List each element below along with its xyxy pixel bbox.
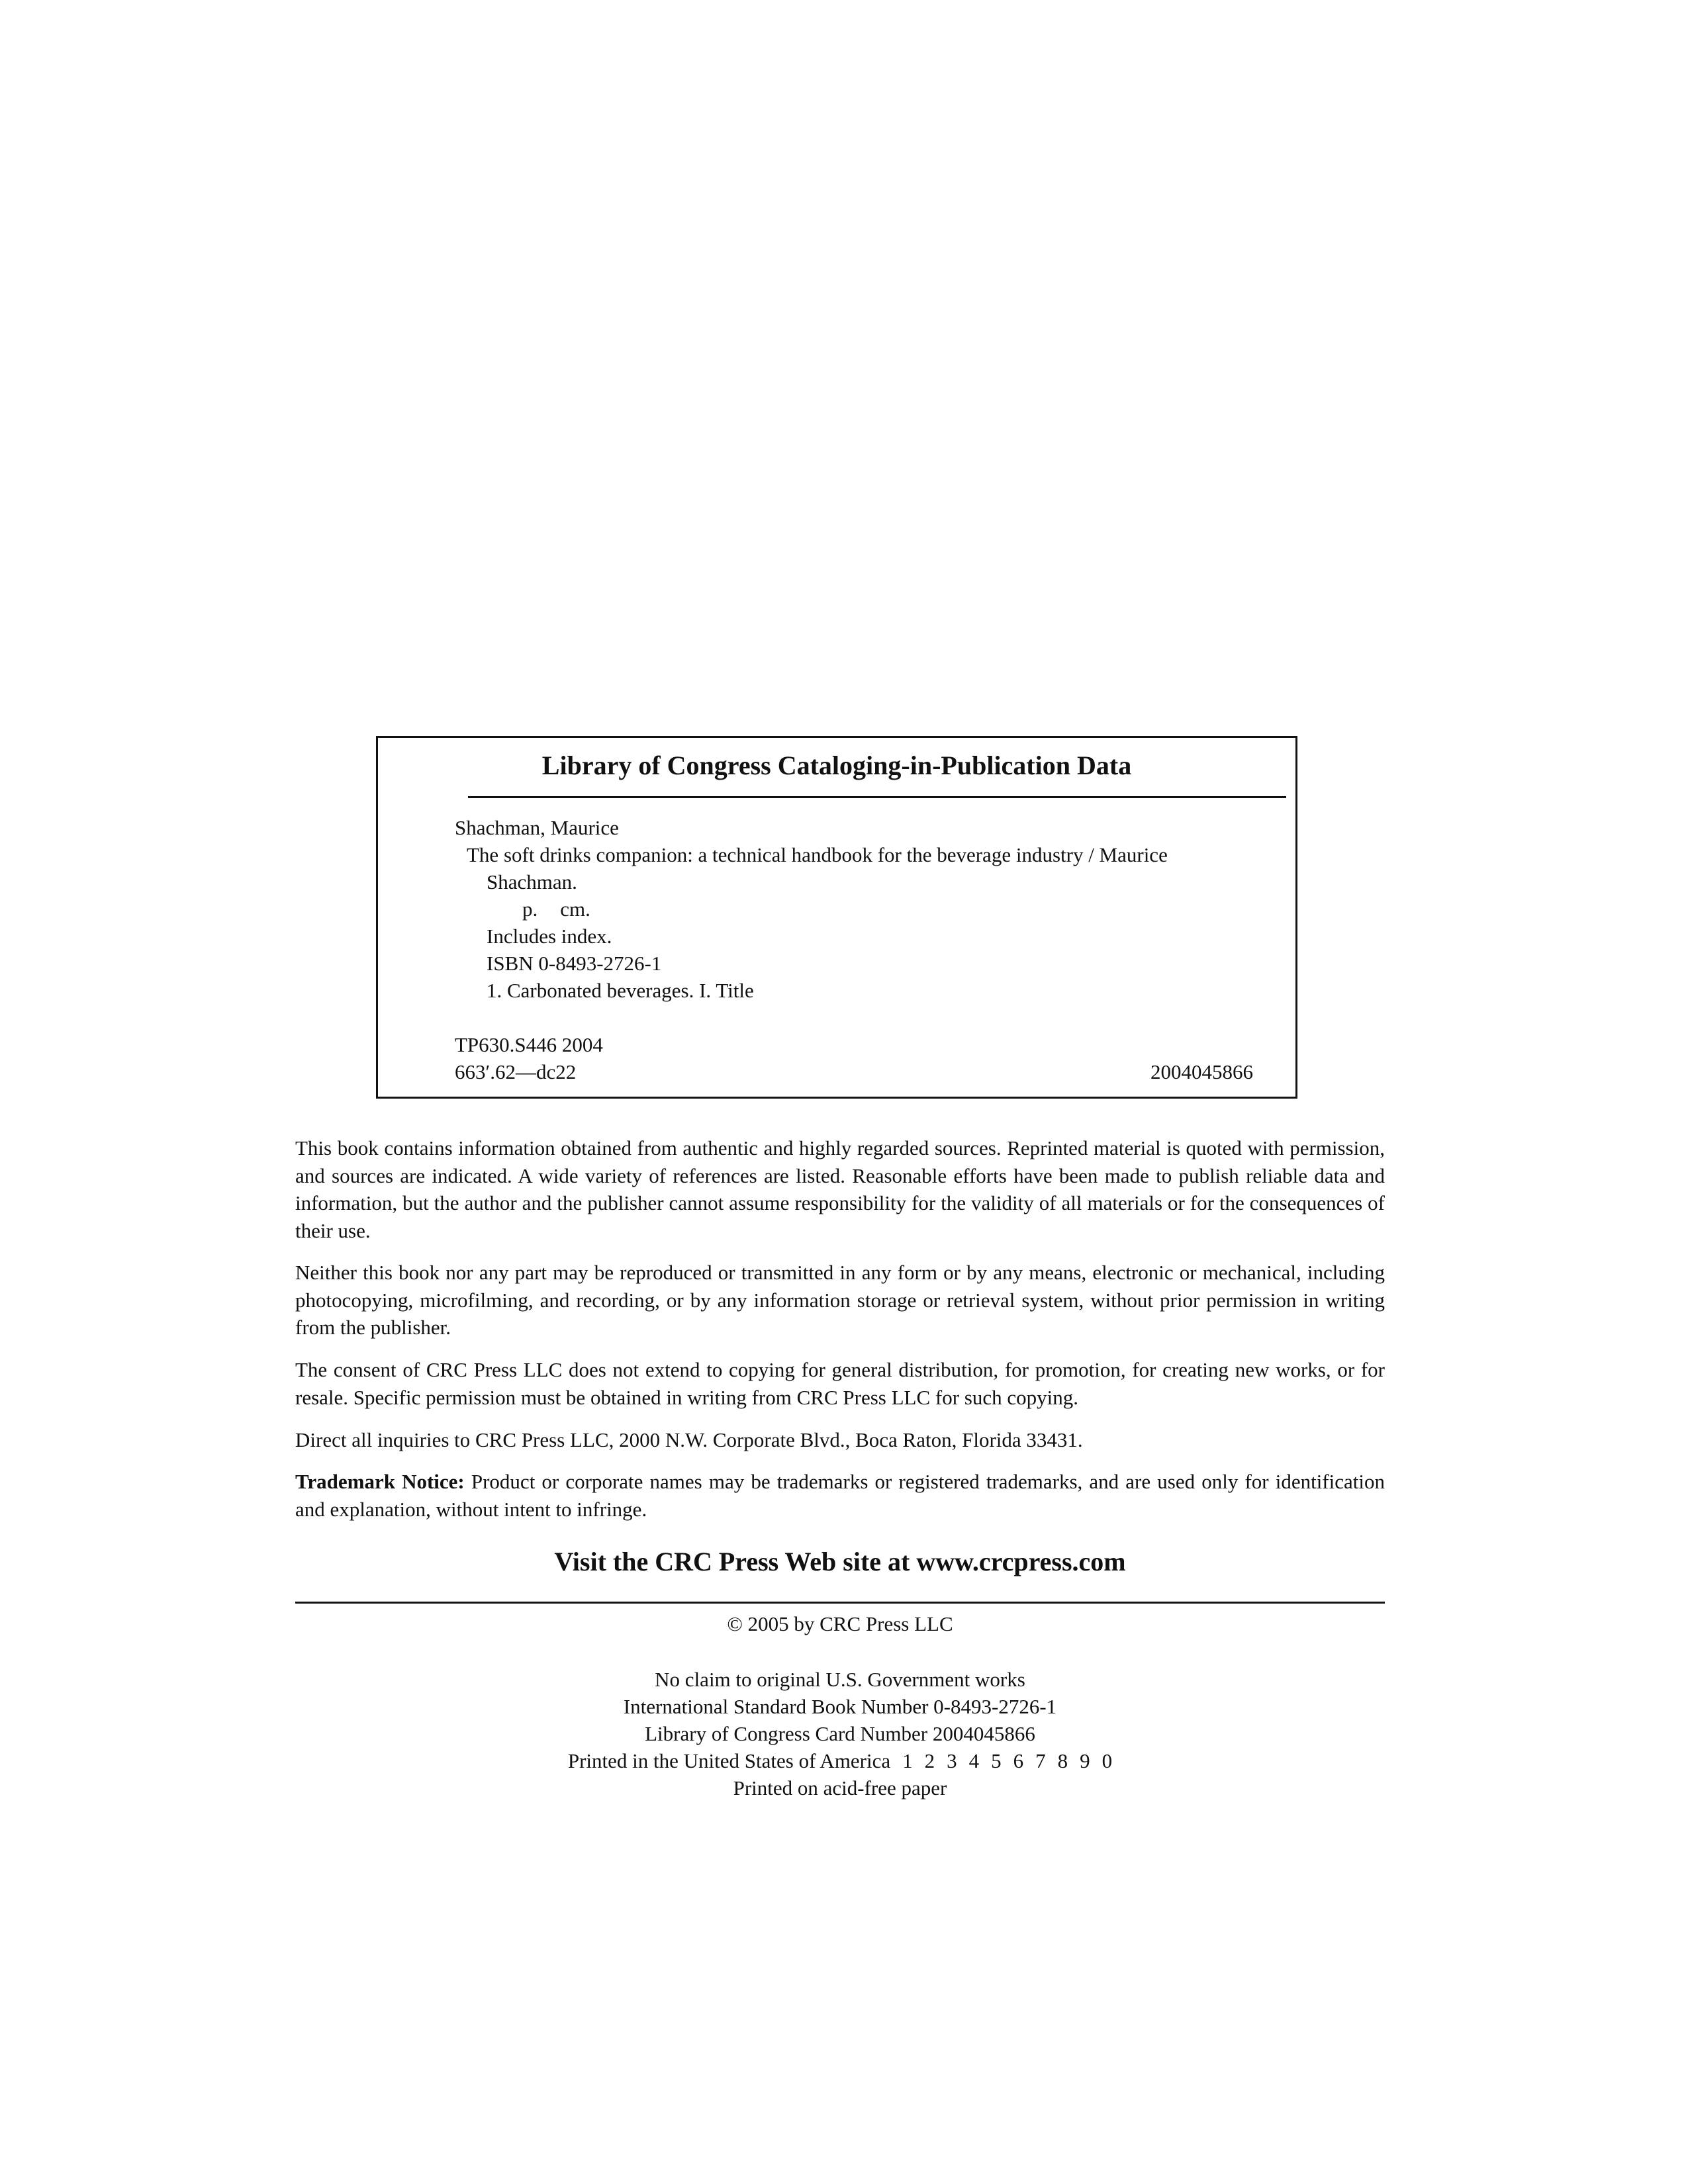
trademark-text: Product or corporate names may be trademarks or registered trademarks, and are used only for identification and explanation, without intent to infringe. bbox=[295, 1470, 1385, 1521]
paragraph-reproduction: Neither this book nor any part may be reproduced or transmitted in any form or by any means, electronic or mechanical, including photocopying, microfilming, and recording, or by any information storage or retrieval system, without prior permission in writing from the publisher. bbox=[295, 1261, 1385, 1339]
no-claim-line: No claim to original U.S. Government works bbox=[655, 1668, 1025, 1691]
printed-in-text: Printed in the United States of America bbox=[567, 1749, 891, 1772]
print-digit: 3 bbox=[947, 1749, 957, 1772]
cip-lc-class: TP630.S446 2004 bbox=[455, 1033, 603, 1056]
cip-dewey: 663′.62—dc22 bbox=[455, 1060, 577, 1083]
print-digit: 6 bbox=[1013, 1749, 1024, 1772]
cip-lccn: 2004045866 bbox=[1150, 1060, 1253, 1083]
cip-author: Shachman, Maurice bbox=[455, 816, 619, 839]
print-digit: 9 bbox=[1080, 1749, 1090, 1772]
cip-title-rule bbox=[468, 796, 1286, 798]
cip-isbn: ISBN 0-8493-2726-1 bbox=[487, 952, 662, 975]
isbn-line: International Standard Book Number 0-8493-2726-1 bbox=[623, 1695, 1057, 1718]
cip-physical-description bbox=[522, 896, 590, 923]
print-digit: 1 bbox=[902, 1749, 913, 1772]
trademark-label: Trademark Notice: bbox=[295, 1470, 465, 1493]
lccn-line: Library of Congress Card Number 2004045866 bbox=[645, 1722, 1035, 1745]
printed-in-line bbox=[295, 1748, 1385, 1774]
footer-rule bbox=[295, 1602, 1385, 1604]
print-digit: 0 bbox=[1102, 1749, 1113, 1772]
print-digit: 4 bbox=[968, 1749, 980, 1772]
cip-title-statement-cont: Shachman. bbox=[487, 870, 577, 893]
print-digit: 2 bbox=[924, 1749, 935, 1772]
paragraph-sources: This book contains information obtained from authentic and highly regarded sources. Reprinted material is quoted with permission, and sources are indicated. A wide variety of references are listed. Reasonable efforts have been made to publish reliable data and information, but the author and the publisher cannot assume responsibility for the validity of all materials or for the consequences of their use. bbox=[295, 1136, 1385, 1242]
cip-title-statement: The soft drinks companion: a technical handbook for the beverage industry / Maurice bbox=[467, 843, 1168, 866]
paragraph-inquiries: Direct all inquiries to CRC Press LLC, 2000 N.W. Corporate Blvd., Boca Raton, Florida 33431. bbox=[295, 1428, 1083, 1451]
acid-free-line: Printed on acid-free paper bbox=[733, 1776, 947, 1799]
print-digit: 8 bbox=[1057, 1749, 1068, 1772]
cip-size: cm. bbox=[560, 897, 590, 921]
print-digit: 7 bbox=[1035, 1749, 1046, 1772]
print-digit: 5 bbox=[991, 1749, 1002, 1772]
paragraph-trademark bbox=[295, 1468, 1385, 1523]
cip-subjects: 1. Carbonated beverages. I. Title bbox=[487, 979, 754, 1002]
cip-pages: p. bbox=[522, 897, 538, 921]
cip-includes-index: Includes index. bbox=[487, 925, 612, 948]
paragraph-consent: The consent of CRC Press LLC does not extend to copying for general distribution, for promotion, for creating new works, or for resale. Specific permission must be obtained in writing from CRC Press LLC for such copying. bbox=[295, 1358, 1385, 1409]
website-link: Visit the CRC Press Web site at www.crcpress.com bbox=[554, 1547, 1126, 1576]
copyright-line: © 2005 by CRC Press LLC bbox=[727, 1612, 953, 1635]
cip-title: Library of Congress Cataloging-in-Publication Data bbox=[541, 751, 1132, 780]
cip-data-box bbox=[376, 736, 1297, 1099]
